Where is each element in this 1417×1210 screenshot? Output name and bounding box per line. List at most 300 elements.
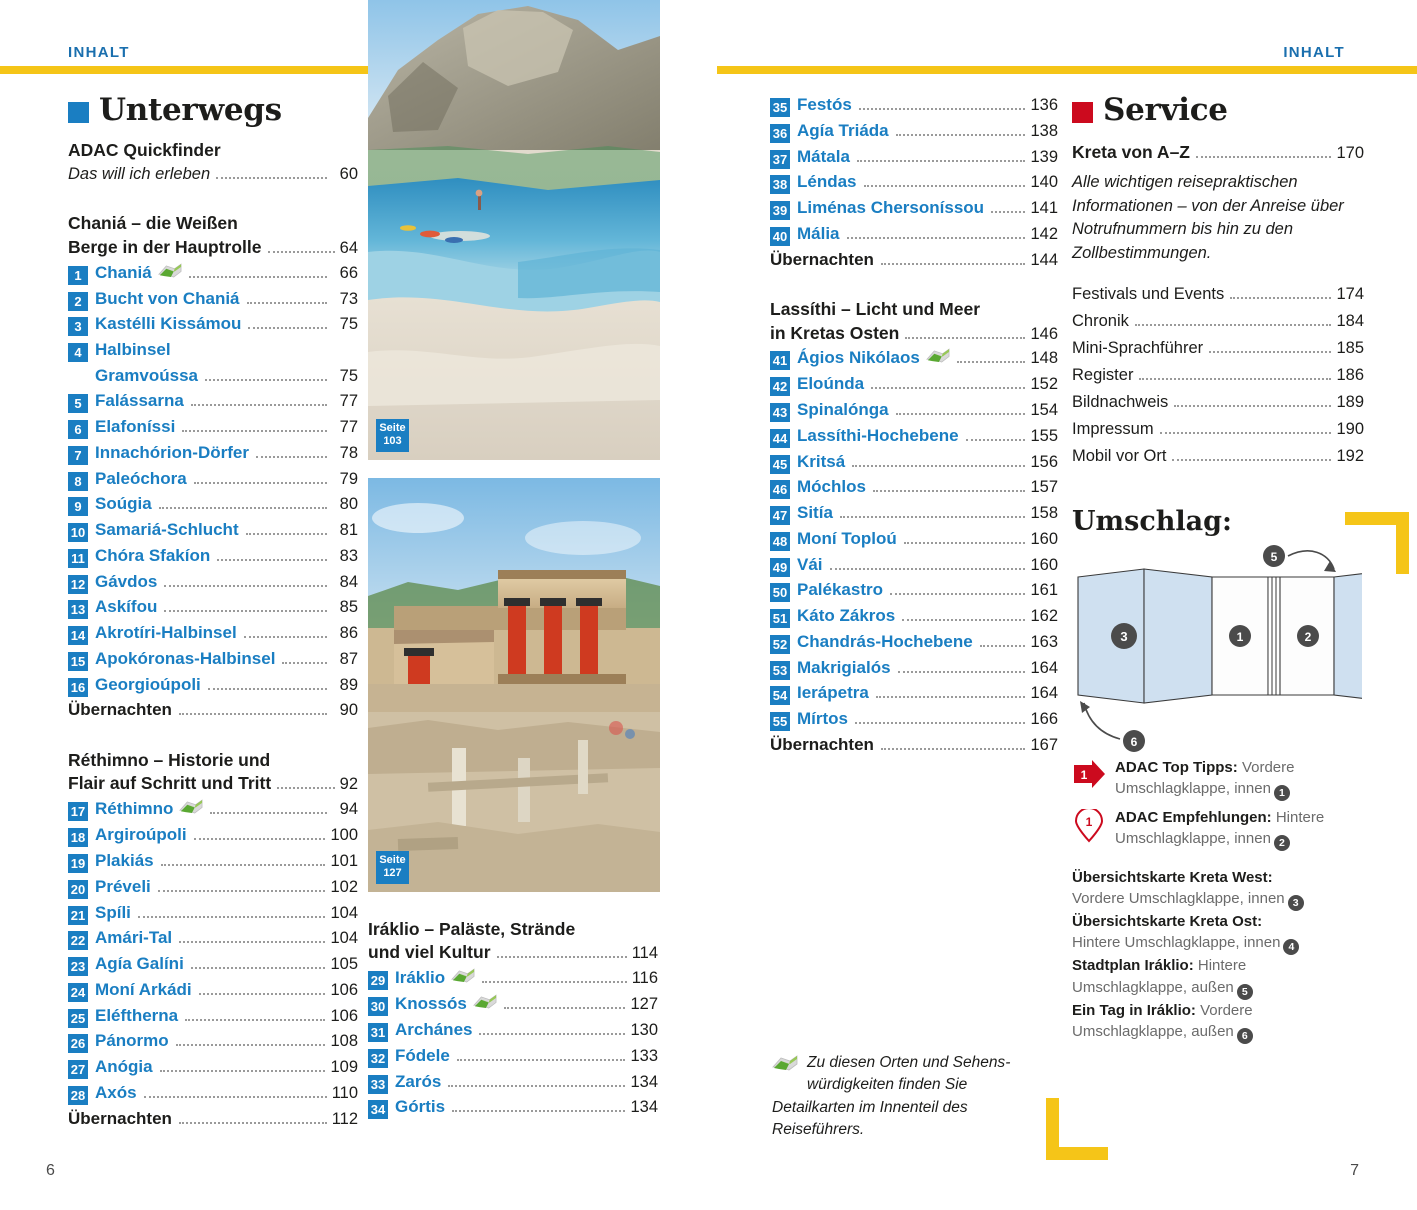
toc-entry-name: Mírtos <box>797 709 848 729</box>
toc-entry-name: Préveli <box>95 876 151 896</box>
toc-entry-number: 18 <box>68 828 88 847</box>
toc-entry[interactable] <box>68 848 358 874</box>
dot-leader <box>479 1033 625 1035</box>
toc-entry[interactable] <box>770 371 1058 397</box>
overnight-label: Übernachten <box>68 700 172 720</box>
toc-entry-page: 136 <box>1030 96 1058 114</box>
blue-square-icon <box>68 102 89 123</box>
toc-entry-page: 77 <box>339 392 358 411</box>
toc-entry-page: 87 <box>339 649 358 668</box>
dot-leader <box>194 482 327 484</box>
toc-entry-name: Lassíthi-Hochebene <box>797 425 959 445</box>
dot-leader <box>159 507 327 509</box>
toc-entry[interactable] <box>770 577 1058 603</box>
toc-entry-page: 140 <box>1030 173 1058 192</box>
dot-leader <box>161 864 326 866</box>
dot-leader <box>246 533 327 535</box>
section-heading-service <box>1072 92 1364 128</box>
map-ref-bold: Ein Tag in Iráklio: <box>1072 1001 1196 1019</box>
seite-badge-page: 103 <box>383 434 402 447</box>
toc-entry-name: Eléftherna <box>95 1005 179 1025</box>
toc-entry-label: Impressum <box>1072 420 1154 439</box>
overnight-page: 144 <box>1030 250 1058 269</box>
dot-leader <box>182 430 327 432</box>
section-title-line1: Chaniá – die Weißen <box>68 213 238 234</box>
toc-entry-name: Mália <box>797 223 840 243</box>
dot-leader <box>176 1044 326 1046</box>
toc-entry-number: 45 <box>770 455 790 474</box>
dot-leader <box>857 160 1026 162</box>
section-title-line2: und viel Kultur <box>368 942 491 963</box>
toc-entry-page: 81 <box>339 521 358 540</box>
toc-entry-service[interactable] <box>1072 362 1364 389</box>
toc-entry-label: Mini-Sprachführer <box>1072 339 1204 358</box>
dot-leader <box>179 941 325 943</box>
dot-leader <box>847 237 1026 239</box>
dot-leader <box>144 1096 327 1098</box>
legend-badge: 1 <box>1274 785 1290 801</box>
map-ref-bold: Übersichtskarte Kreta Ost: <box>1072 913 1263 931</box>
toc-entry-page: 184 <box>1336 312 1364 331</box>
dot-leader <box>1160 432 1332 434</box>
page-number-right: 7 <box>1350 1162 1359 1179</box>
toc-entry[interactable] <box>68 440 358 466</box>
svg-text:1: 1 <box>1236 630 1244 645</box>
section-title-page: 146 <box>1030 324 1058 343</box>
dot-leader <box>1230 297 1331 299</box>
toc-entry[interactable] <box>68 1028 358 1054</box>
toc-entry-page: 189 <box>1336 393 1364 412</box>
toc-entry-page: 108 <box>330 1032 358 1051</box>
toc-entry-name: Paleóchora <box>95 468 187 488</box>
toc-entry-name: Argiroúpoli <box>95 825 187 845</box>
legend-line2: Umschlagklappe, innen <box>1115 829 1271 847</box>
toc-entry[interactable] <box>770 680 1058 706</box>
toc-entry-number: 16 <box>68 678 88 697</box>
toc-entry-number: 13 <box>68 600 88 619</box>
toc-entry[interactable] <box>368 1069 658 1095</box>
map-ref-line2: Umschlagklappe, außen <box>1072 978 1234 996</box>
seite-badge-label: Seite <box>379 422 406 434</box>
toc-entry[interactable] <box>770 655 1058 681</box>
toc-entry[interactable] <box>368 965 658 991</box>
toc-entry[interactable] <box>770 526 1058 552</box>
toc-entry-page: 161 <box>1030 581 1058 600</box>
legend-adac-empfehlungen <box>1072 808 1364 851</box>
umschlag-map-reference <box>1072 955 1364 999</box>
toc-entry-name: Knossós <box>395 994 467 1014</box>
legend-text <box>1115 808 1324 851</box>
map-ref-bold: Übersichtskarte Kreta West: <box>1072 868 1273 886</box>
toc-entry-number: 4 <box>68 343 88 362</box>
toc-entry-overnight-iraklio[interactable] <box>770 247 1058 273</box>
overnight-label: Übernachten <box>770 249 874 269</box>
dot-leader <box>189 276 327 278</box>
toc-entry-name: Ágios Nikólaos <box>797 348 920 368</box>
dot-leader <box>1196 156 1331 158</box>
toc-entry-name: Askífou <box>95 597 158 617</box>
toc-list-service <box>1072 281 1364 470</box>
toc-entry-name: Chóra Sfakíon <box>95 545 211 565</box>
toc-entry-name: Falássarna <box>95 391 184 411</box>
toc-entry-number: 43 <box>770 403 790 422</box>
toc-entry-page: 166 <box>1030 710 1058 729</box>
toc-entry-number: 1 <box>68 266 88 285</box>
toc-entry[interactable] <box>770 118 1058 144</box>
dot-leader <box>160 1070 326 1072</box>
dot-leader <box>873 490 1026 492</box>
dot-leader <box>905 337 1025 339</box>
red-pin-marker-icon <box>1072 809 1106 848</box>
toc-entry-page: 106 <box>330 1006 358 1025</box>
toc-entry-label: Chronik <box>1072 312 1129 331</box>
dot-leader <box>859 108 1026 110</box>
toc-entry-number: 53 <box>770 661 790 680</box>
toc-entry-page: 86 <box>339 624 358 643</box>
dot-leader <box>902 619 1025 621</box>
map-sheet-icon <box>158 263 182 288</box>
toc-entry[interactable] <box>770 629 1058 655</box>
toc-entry-page: 75 <box>339 366 358 385</box>
toc-entry-name: Pánormo <box>95 1031 169 1051</box>
toc-entry-service[interactable] <box>1072 389 1364 416</box>
map-ref-badge: 3 <box>1288 895 1304 911</box>
toc-entry-number: 46 <box>770 480 790 499</box>
toc-entry[interactable] <box>68 543 358 569</box>
toc-entry-number: 15 <box>68 652 88 671</box>
toc-entry-name: Axós <box>95 1082 137 1102</box>
toc-entry-number: 2 <box>68 292 88 311</box>
dot-leader <box>1135 324 1332 326</box>
toc-entry[interactable] <box>368 1017 658 1043</box>
seite-badge-label: Seite <box>379 854 406 866</box>
svg-text:2: 2 <box>1304 630 1312 645</box>
toc-entry[interactable] <box>68 286 358 312</box>
section-title-lassithi <box>770 298 1058 345</box>
toc-entry-page: 134 <box>630 1072 658 1091</box>
page-number-left: 6 <box>46 1162 55 1179</box>
section-title-line2: Flair auf Schritt und Tritt <box>68 773 272 794</box>
umschlag-map-references <box>1072 867 1364 1044</box>
toc-entry-page: 94 <box>339 800 358 819</box>
dot-leader <box>457 1059 626 1061</box>
toc-entry-page: 186 <box>1336 366 1364 385</box>
toc-entry-service[interactable] <box>1072 335 1364 362</box>
toc-entry[interactable] <box>368 1043 658 1069</box>
toc-entry[interactable] <box>68 646 358 672</box>
map-sheet-icon <box>179 799 203 824</box>
toc-entry[interactable] <box>68 977 358 1003</box>
dot-leader <box>904 542 1026 544</box>
toc-entry[interactable] <box>770 397 1058 423</box>
dot-leader <box>497 956 627 958</box>
toc-entry[interactable] <box>770 195 1058 221</box>
toc-entry-number: 33 <box>368 1075 388 1094</box>
toc-entry-label: Das will ich erleben <box>68 165 211 183</box>
toc-entry[interactable] <box>68 1054 358 1080</box>
column-service <box>1072 92 1364 1044</box>
toc-entry-page: 110 <box>331 1083 358 1102</box>
toc-entry[interactable] <box>68 337 358 363</box>
toc-entry[interactable] <box>770 92 1058 118</box>
toc-entry[interactable] <box>68 925 358 951</box>
red-square-icon <box>1072 102 1093 123</box>
toc-entry-number: 12 <box>68 575 88 594</box>
toc-entry-page: 152 <box>1030 375 1058 394</box>
toc-entry-number: 37 <box>770 150 790 169</box>
toc-entry-service[interactable] <box>1072 416 1364 443</box>
legend-adac-top-tipps <box>1072 758 1364 801</box>
toc-entry-number: 7 <box>68 446 88 465</box>
toc-entry-name: Léndas <box>797 172 857 192</box>
toc-entry-name: Mátala <box>797 146 850 166</box>
toc-list-iraklio-continued <box>770 92 1058 247</box>
toc-entry[interactable] <box>770 706 1058 732</box>
toc-entry[interactable] <box>68 951 358 977</box>
toc-entry[interactable] <box>68 569 358 595</box>
dot-leader <box>852 465 1025 467</box>
toc-entry-name: Eloúnda <box>797 374 865 394</box>
toc-entry-name: Spíli <box>95 902 131 922</box>
toc-entry-number: 50 <box>770 583 790 602</box>
toc-entry-number: 39 <box>770 201 790 220</box>
dot-leader <box>199 993 326 995</box>
toc-entry-name: Samariá-Schlucht <box>95 520 239 540</box>
toc-entry-name: Réthimno <box>95 799 174 819</box>
section-heading-unterwegs-label: Unterwegs <box>99 92 282 128</box>
toc-entry-name: Zarós <box>395 1071 442 1091</box>
toc-entry-number: 32 <box>368 1049 388 1068</box>
toc-entry-number: 34 <box>368 1100 388 1119</box>
toc-entry-page: 185 <box>1336 339 1364 358</box>
toc-entry[interactable] <box>68 311 358 337</box>
toc-entry-name: Makrigialós <box>797 657 891 677</box>
toc-entry-name: Soúgia <box>95 494 152 514</box>
dot-leader <box>881 263 1026 265</box>
svg-text:1: 1 <box>1080 768 1088 783</box>
overnight-page: 112 <box>331 1109 358 1128</box>
svg-text:3: 3 <box>1120 629 1128 645</box>
toc-entry-service[interactable] <box>1072 443 1364 470</box>
toc-entry-page: 73 <box>339 289 358 308</box>
red-arrow-marker-icon <box>1072 759 1106 794</box>
header-rule-right <box>717 66 1417 74</box>
toc-entry-name: Iráklio <box>395 968 446 988</box>
toc-entry[interactable] <box>770 474 1058 500</box>
umschlag-map-reference <box>1072 911 1364 955</box>
toc-entry-name: Amári-Tal <box>95 928 173 948</box>
legend-badge: 2 <box>1274 835 1290 851</box>
toc-entry-number: 40 <box>770 227 790 246</box>
toc-entry-number: 49 <box>770 558 790 577</box>
toc-entry[interactable] <box>68 620 358 646</box>
legend-bold: ADAC Empfehlungen: <box>1115 809 1272 827</box>
toc-entry[interactable] <box>68 900 358 926</box>
toc-entry-name: Palékastro <box>797 580 883 600</box>
dot-leader <box>890 593 1025 595</box>
svg-text:1: 1 <box>1085 815 1093 830</box>
toc-entry-page: 160 <box>1030 529 1058 548</box>
toc-entry[interactable] <box>68 517 358 543</box>
seite-badge-127 <box>376 851 409 884</box>
quickfinder-heading: ADAC Quickfinder <box>68 140 221 160</box>
map-ref-badge: 6 <box>1237 1028 1253 1044</box>
toc-entry-page: 116 <box>631 969 658 988</box>
toc-entry-number: 42 <box>770 377 790 396</box>
dot-leader <box>871 387 1025 389</box>
dot-leader <box>205 379 327 381</box>
toc-entry-number: 22 <box>68 931 88 950</box>
map-sheet-icon <box>473 994 497 1019</box>
toc-entry[interactable] <box>68 874 358 900</box>
toc-entry-name: Górtis <box>395 1097 446 1117</box>
toc-entry-overnight-rethimno[interactable] <box>68 1106 358 1132</box>
toc-entry-page: 100 <box>330 826 358 845</box>
toc-entry-service[interactable] <box>1072 281 1364 308</box>
toc-entry-name: Archánes <box>395 1020 473 1040</box>
dot-leader <box>191 967 326 969</box>
dot-leader <box>896 134 1026 136</box>
toc-entry-page: 83 <box>339 546 358 565</box>
toc-entry-name: Plakiás <box>95 851 154 871</box>
toc-entry[interactable] <box>770 423 1058 449</box>
toc-entry-page: 174 <box>1336 285 1364 304</box>
header-label-right: INHALT <box>1283 44 1345 61</box>
yellow-corner-top-right <box>1345 512 1409 574</box>
toc-entry[interactable] <box>68 388 358 414</box>
toc-entry-number: 48 <box>770 532 790 551</box>
toc-entry-number: 14 <box>68 626 88 645</box>
toc-entry-number: 9 <box>68 497 88 516</box>
toc-entry-name: Moní Arkádi <box>95 979 192 999</box>
toc-entry-label: Festivals und Events <box>1072 285 1225 304</box>
toc-entry-number: 27 <box>68 1060 88 1079</box>
toc-entry-page: 157 <box>1030 478 1058 497</box>
toc-entry-overnight-lassithi[interactable] <box>770 732 1058 758</box>
toc-entry-name: Vái <box>797 554 823 574</box>
toc-entry-name: Liménas Chersoníssou <box>797 198 985 217</box>
toc-entry[interactable] <box>770 144 1058 170</box>
map-ref-badge: 4 <box>1283 939 1299 955</box>
legend-rest: Hintere <box>1275 809 1325 827</box>
toc-entry[interactable] <box>68 796 358 822</box>
toc-entry-page: 156 <box>1030 452 1058 471</box>
dot-leader <box>277 787 334 789</box>
svg-text:5: 5 <box>1270 550 1278 565</box>
toc-entry[interactable] <box>68 1003 358 1029</box>
toc-entry-page: 134 <box>630 1098 658 1117</box>
toc-entry[interactable] <box>368 991 658 1017</box>
dot-leader <box>268 251 335 253</box>
toc-entry-number: 38 <box>770 175 790 194</box>
toc-entry[interactable] <box>68 672 358 698</box>
section-title-line1: Iráklio – Paläste, Strände <box>368 919 576 939</box>
dot-leader <box>244 636 327 638</box>
column-unterwegs-first <box>68 92 358 1131</box>
toc-entry-page: 105 <box>330 955 358 974</box>
dot-leader <box>282 662 327 664</box>
toc-entry-number: 47 <box>770 506 790 525</box>
toc-entry-page: 164 <box>1030 684 1058 703</box>
toc-entry[interactable] <box>770 552 1058 578</box>
umschlag-heading: Umschlag: <box>1072 506 1232 538</box>
toc-entry[interactable] <box>770 449 1058 475</box>
toc-entry-name: Fódele <box>395 1045 450 1065</box>
toc-entry-page: 89 <box>339 675 358 694</box>
toc-entry-number: 25 <box>68 1009 88 1028</box>
toc-entry[interactable] <box>68 1080 358 1106</box>
toc-entry[interactable] <box>770 221 1058 247</box>
toc-entry-name: Spinalónga <box>797 400 889 420</box>
toc-entry-label: Kreta von A–Z <box>1072 142 1190 162</box>
toc-entry-number: 36 <box>770 124 790 143</box>
map-ref-line2: Vordere Umschlagklappe, innen <box>1072 890 1285 908</box>
toc-entry-page: 127 <box>630 995 658 1014</box>
dot-leader <box>217 559 327 561</box>
toc-entry[interactable] <box>770 500 1058 526</box>
toc-entry[interactable] <box>770 169 1058 195</box>
dot-leader <box>185 1019 325 1021</box>
toc-entry[interactable] <box>368 1094 658 1120</box>
toc-entry-name: Sitía <box>797 503 833 523</box>
toc-entry-page: 85 <box>339 598 358 617</box>
toc-entry[interactable] <box>68 594 358 620</box>
map-ref-rest: Vordere <box>1200 1001 1253 1019</box>
toc-entry-page: 190 <box>1336 420 1364 439</box>
toc-entry-number: 24 <box>68 983 88 1002</box>
toc-list-rethimno <box>68 796 358 1105</box>
toc-entry[interactable] <box>68 260 358 286</box>
toc-entry[interactable] <box>68 491 358 517</box>
yellow-corner-bottom-left <box>1046 1098 1108 1160</box>
toc-entry-label: Mobil vor Ort <box>1072 447 1167 466</box>
dot-leader <box>864 185 1026 187</box>
toc-entry-name: Akrotíri-Halbinsel <box>95 623 237 643</box>
toc-entry-name: Kritsá <box>797 451 846 471</box>
toc-entry-name: Chandrás-Hochebene <box>797 631 973 651</box>
dot-leader <box>164 585 327 587</box>
toc-entry-page: 80 <box>339 495 358 514</box>
map-sheet-icon <box>451 968 475 993</box>
toc-entry[interactable] <box>68 414 358 440</box>
toc-entry-page: 163 <box>1030 632 1058 651</box>
toc-entry-quickfinder[interactable] <box>68 163 358 186</box>
dot-leader <box>247 302 327 304</box>
toc-entry-name: Ierápetra <box>797 683 869 703</box>
toc-entry-page: 155 <box>1030 426 1058 445</box>
toc-entry-continuation[interactable] <box>68 363 358 389</box>
toc-entry-name: Kastélli Kissámou <box>95 314 242 334</box>
dot-leader <box>482 981 627 983</box>
toc-entry-number: 41 <box>770 351 790 370</box>
toc-entry[interactable] <box>770 603 1058 629</box>
toc-entry-kreta-a-z[interactable] <box>1072 140 1364 165</box>
toc-entry[interactable] <box>770 345 1058 371</box>
toc-entry-page: 109 <box>330 1058 358 1077</box>
header-rule-left <box>0 66 375 74</box>
toc-entry-page: 75 <box>339 315 358 334</box>
dot-leader <box>164 610 327 612</box>
dot-leader <box>504 1007 626 1009</box>
toc-entry-name: Innachórion-Dörfer <box>95 442 249 462</box>
toc-entry-overnight-chania[interactable] <box>68 697 358 723</box>
map-footnote <box>772 1052 1027 1141</box>
toc-entry-name-line2: Gramvoússa <box>95 365 198 385</box>
toc-entry[interactable] <box>68 466 358 492</box>
toc-entry-service[interactable] <box>1072 308 1364 335</box>
dot-leader <box>179 1122 327 1124</box>
toc-entry[interactable] <box>68 822 358 848</box>
